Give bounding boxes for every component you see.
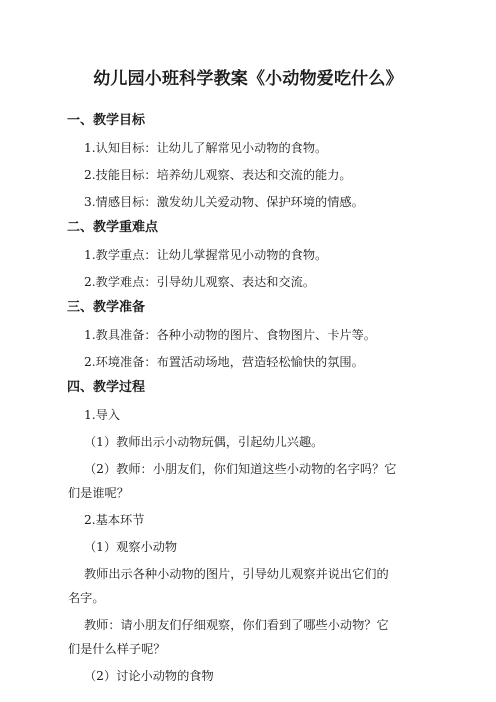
section-key-points <box>67 217 430 294</box>
paragraph: （2）教师：小朋友们，你们知道这些小动物的名字吗？它们是谁呢？ <box>68 462 397 500</box>
paragraph: 2.环境准备：布置活动场地，营造轻松愉快的氛围。 <box>84 355 364 369</box>
paragraph: 2.基本环节 <box>84 513 145 527</box>
paragraph: 2.教学难点：引导幼儿观察、表达和交流。 <box>84 275 316 289</box>
section-preparation <box>67 297 430 374</box>
paragraph: 1.认知目标：让幼儿了解常见小动物的食物。 <box>84 141 328 155</box>
paragraph: 3.情感目标：激发幼儿关爱动物、保护环境的情感。 <box>84 195 364 209</box>
section-heading: 三、教学准备 <box>67 300 146 315</box>
paragraph: 1.教具准备：各种小动物的图片、食物图片、卡片等。 <box>84 328 376 342</box>
paragraph: 1.教学重点：让幼儿掌握常见小动物的食物。 <box>84 248 328 262</box>
paragraph: 1.导入 <box>84 408 121 422</box>
paragraph: （2）讨论小动物的食物 <box>84 669 214 683</box>
paragraph: （1）观察小动物 <box>84 540 178 554</box>
section-teaching-process <box>67 377 430 688</box>
section-heading: 二、教学重难点 <box>67 220 159 235</box>
paragraph: 教师出示各种小动物的图片，引导幼儿观察并说出它们的名字。 <box>68 567 389 605</box>
paragraph: 教师：请小朋友们仔细观察，你们看到了哪些小动物？它们是什么样子呢？ <box>68 618 389 656</box>
paragraph: 2.技能目标：培养幼儿观察、表达和交流的能力。 <box>84 168 352 182</box>
section-teaching-goals <box>67 110 430 214</box>
section-heading: 四、教学过程 <box>67 380 146 395</box>
document-title: 幼儿园小班科学教案《小动物爱吃什么》 <box>93 69 403 89</box>
paragraph: （1）教师出示小动物玩偶，引起幼儿兴趣。 <box>84 435 324 449</box>
section-heading: 一、教学目标 <box>67 113 146 128</box>
